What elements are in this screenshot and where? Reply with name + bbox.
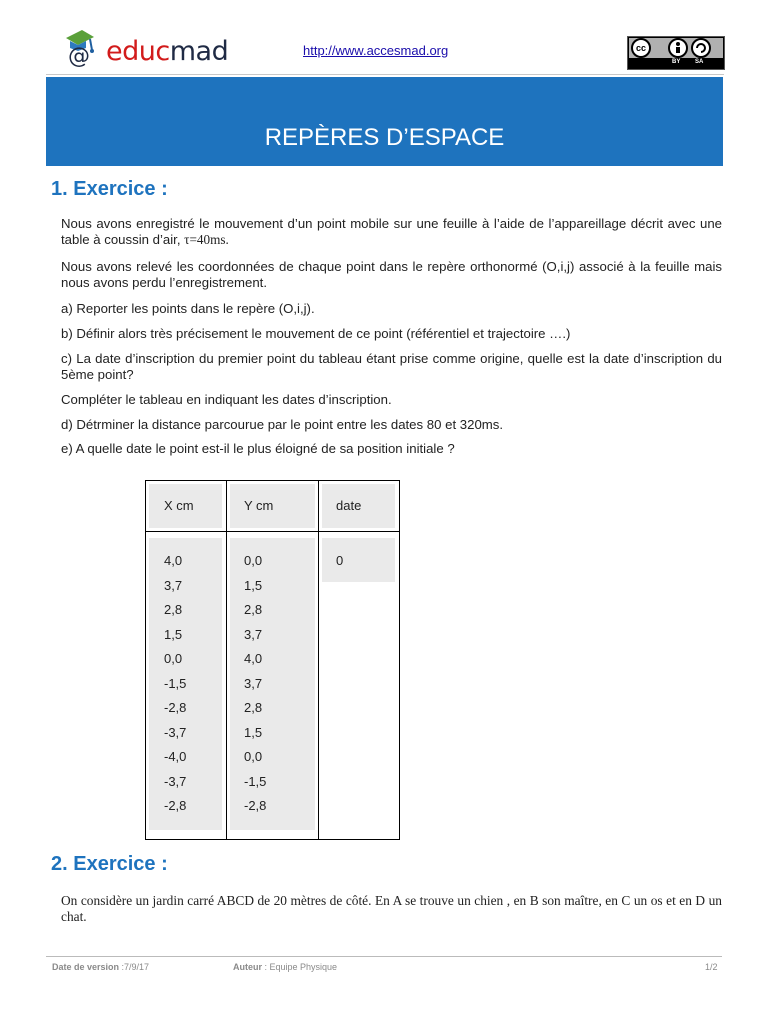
author-info: Auteur : Equipe Physique	[233, 962, 338, 972]
column-header-x: X cm	[164, 498, 194, 513]
table-cell-x: -2,8	[164, 798, 187, 813]
page-number: 1/2	[705, 962, 718, 972]
table-cell-y: 3,7	[244, 626, 263, 642]
logo-text-a: educ	[106, 36, 170, 67]
attribution-icon	[668, 38, 688, 58]
question-d: d) Détrminer la distance parcourue par le point entre les dates 80 et 320ms.	[61, 417, 504, 432]
column-header-date: date	[336, 498, 362, 513]
version-info: Date de version :7/9/17	[52, 962, 150, 972]
table-cell-x: -2,8	[164, 700, 187, 715]
table-cell-x: -3,7	[164, 773, 187, 789]
share-alike-icon	[691, 38, 711, 58]
exercise-2-text: On considère un jardin carré ABCD de 20 mètres de côté. En A se trouve un chien , en B son maître, en C un os et en D un chat.	[61, 893, 722, 924]
table-cell-x: -3,7	[164, 724, 187, 740]
column-header-y: Y cm	[244, 498, 274, 513]
question-e: e) A quelle date le point est-il le plus éloigné de sa position initiale ?	[61, 441, 455, 456]
title-banner	[46, 77, 723, 166]
table-cell-y: -2,8	[244, 798, 267, 813]
table-cell-y: 3,7	[244, 675, 263, 691]
table-cell-y: 1,5	[244, 577, 263, 593]
coordinates-table	[145, 480, 400, 840]
table-cell-y: 1,5	[244, 724, 263, 740]
question-c: c) La date d’inscription du premier point du tableau étant prise comme origine, quelle est la date d’inscription du 5ème point?	[61, 351, 722, 382]
page-footer	[46, 956, 722, 977]
cc-sa-label: SA	[695, 59, 704, 65]
question-a: a) Reporter les points dans le repère (O,i,j).	[61, 301, 315, 316]
cc-license-badge[interactable]	[627, 36, 725, 70]
table-cell-x: 1,5	[164, 626, 183, 642]
table-cell-y: -1,5	[244, 773, 267, 789]
table-cell-x: 3,7	[164, 577, 183, 593]
table-cell-y: 0,0	[244, 749, 263, 764]
page-title: REPÈRES D’ESPACE	[264, 124, 505, 151]
at-sign: @	[68, 44, 90, 69]
section-1-title: 1. Exercice :	[51, 178, 168, 200]
table-cell-x: -1,5	[164, 675, 187, 691]
table-cell-x: 0,0	[164, 651, 183, 666]
website-link[interactable]: http://www.accesmad.org	[303, 43, 449, 58]
cc-icon: cc	[631, 38, 651, 58]
table-cell-y: 0,0	[244, 553, 263, 568]
table-cell-y: 2,8	[244, 602, 263, 617]
exercise-1-context: Nous avons relevé les coordonnées de chaque point dans le repère orthonormé (O,i,j) associé à la feuille mais nous avons perdu l’enregistrement.	[61, 259, 722, 290]
section-2-title: 2. Exercice :	[51, 853, 168, 875]
table-cell-date: 0	[336, 553, 344, 568]
question-b: b) Définir alors très précisement le mouvement de ce point (référentiel et trajectoire ….)	[61, 326, 571, 341]
exercise-1-intro: Nous avons enregistré le mouvement d’un point mobile sur une feuille à l’aide de l’appareillage décrit avec une table à coussin d’air, τ=40ms.	[61, 216, 722, 247]
cc-by-label: BY	[672, 59, 681, 65]
table-cell-y: 4,0	[244, 651, 263, 666]
question-c-instruction: Compléter le tableau en indiquant les dates d’inscription.	[61, 392, 392, 407]
logo-text-b: mad	[169, 36, 229, 67]
table-cell-x: 2,8	[164, 602, 183, 617]
tau-value: τ=40ms.	[184, 232, 229, 247]
table-cell-x: 4,0	[164, 553, 183, 568]
table-cell-x: -4,0	[164, 749, 187, 764]
table-cell-y: 2,8	[244, 700, 263, 715]
educmad-logo[interactable]	[54, 28, 229, 70]
page-header	[46, 26, 724, 75]
